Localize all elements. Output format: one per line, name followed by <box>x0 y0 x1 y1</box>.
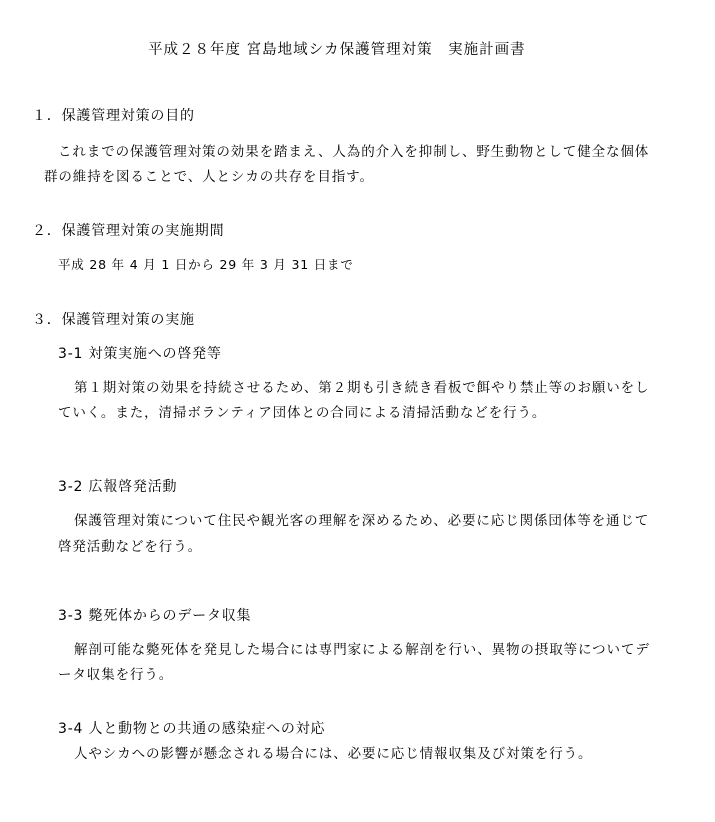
subsection-3-4-body-line-1: 人やシカへの影響が懸念される場合には、必要に応じ情報収集及び対策を行う。 <box>74 746 593 762</box>
subsection-3-3-heading: 3-3 斃死体からのデータ収集 <box>58 608 252 624</box>
section-1-heading: １．保護管理対策の目的 <box>32 108 195 124</box>
subsection-3-4-heading: 3-4 人と動物との共通の感染症への対応 <box>58 721 326 737</box>
section-1-body-line-1: これまでの保護管理対策の効果を踏まえ、人為的介入を抑制し、野生動物として健全な個体 <box>58 144 650 160</box>
section-2-heading: ２．保護管理対策の実施期間 <box>32 223 225 239</box>
section-3-heading: ３．保護管理対策の実施 <box>32 312 195 328</box>
subsection-3-2-body-line-2: 啓発活動などを行う。 <box>58 539 202 555</box>
subsection-3-3-body-line-2: ータ収集を行う。 <box>58 667 174 683</box>
subsection-3-1-body-line-1: 第１期対策の効果を持続させるため、第２期も引き続き看板で餌やり禁止等のお願いをし <box>74 380 650 396</box>
subsection-3-1-body-line-2: ていく。また，清掃ボランティア団体との合同による清掃活動などを行う。 <box>58 405 547 421</box>
subsection-3-2-heading: 3-2 広報啓発活動 <box>58 479 178 495</box>
subsection-3-2-body-line-1: 保護管理対策について住民や観光客の理解を深めるため、必要に応じ関係団体等を通じて <box>74 513 650 529</box>
section-2-period: 平成 28 年 4 月 1 日から 29 年 3 月 31 日まで <box>58 257 354 272</box>
document-title: 平成２８年度 宮島地域シカ保護管理対策 実施計画書 <box>148 42 526 58</box>
subsection-3-3-body-line-1: 解剖可能な斃死体を発見した場合には専門家による解剖を行い、異物の摂取等についてデ <box>74 642 650 658</box>
section-1-body-line-2: 群の維持を図ることで、人とシカの共存を目指す。 <box>44 169 374 185</box>
subsection-3-1-heading: 3-1 対策実施への啓発等 <box>58 346 222 362</box>
